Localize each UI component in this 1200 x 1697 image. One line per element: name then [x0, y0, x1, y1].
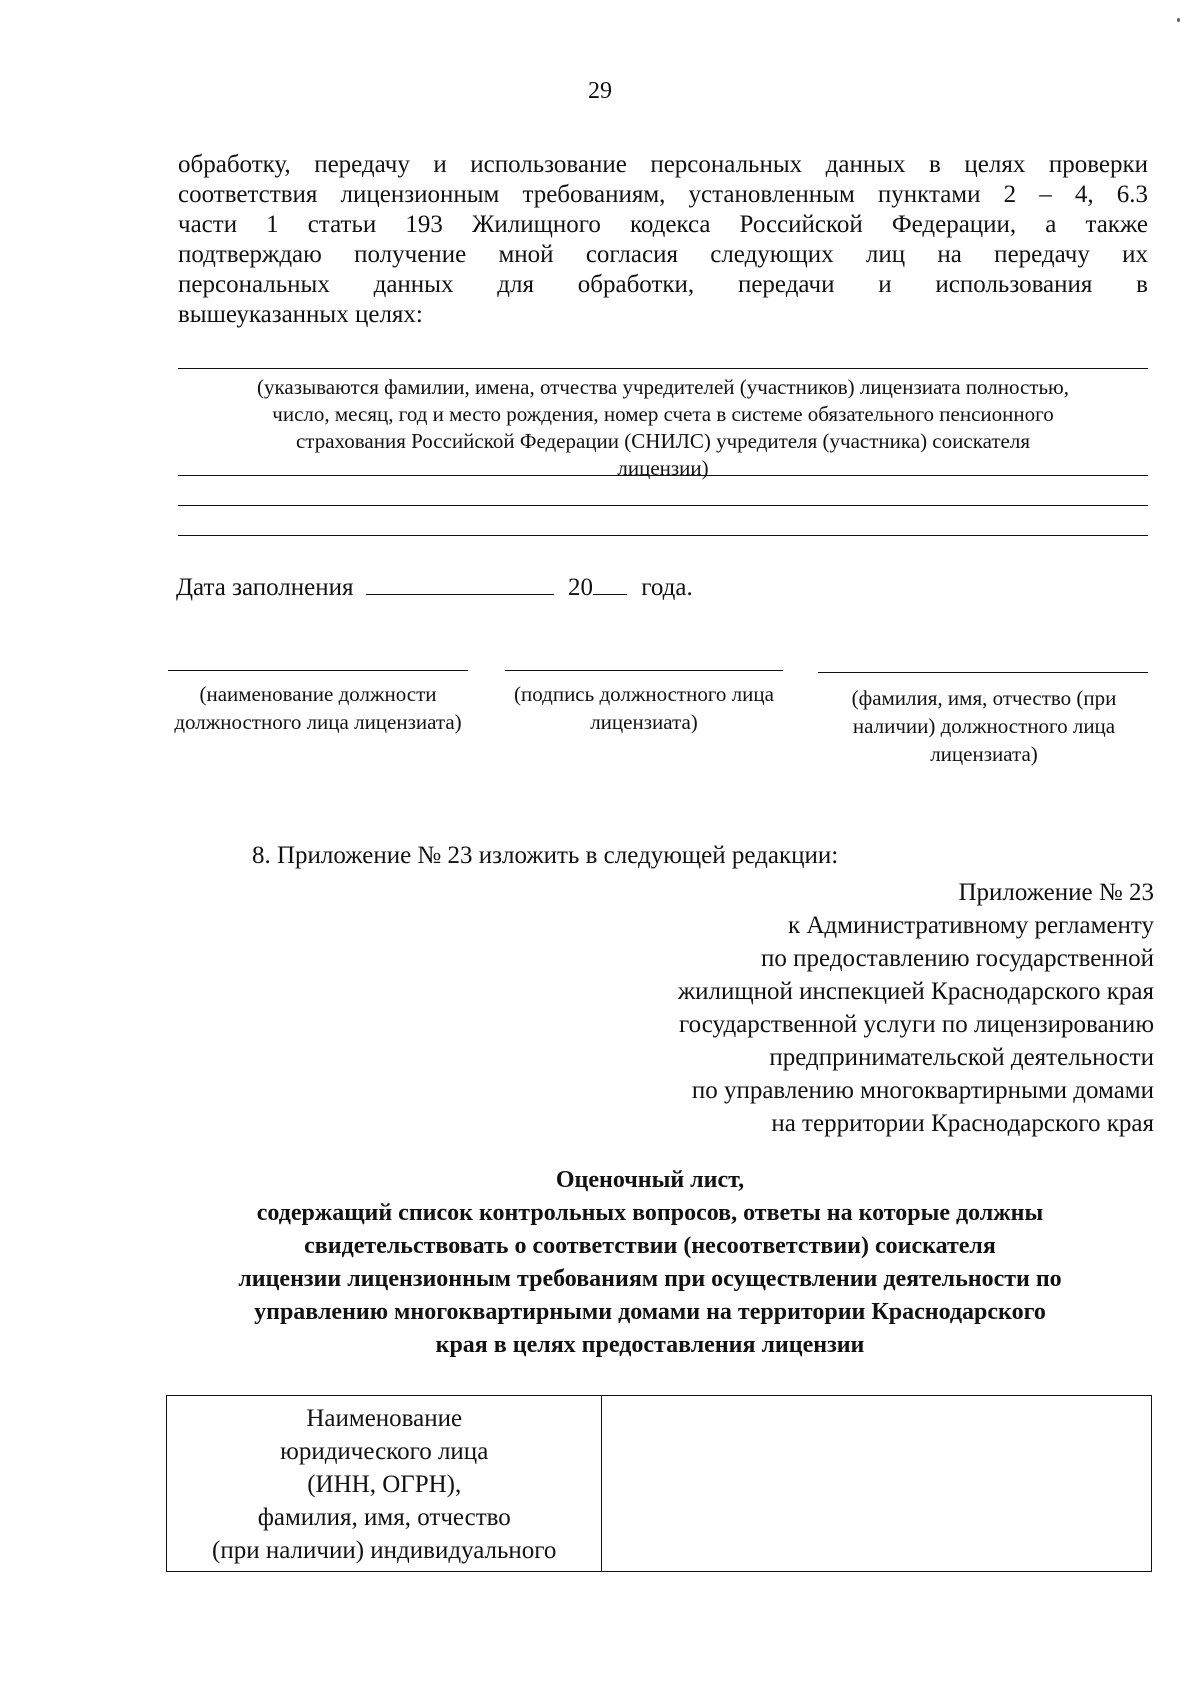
paragraph-line: персональных данных для обработки, передачи и использования в	[178, 271, 1148, 298]
appendix-line: на территории Краснодарского края	[771, 1110, 1154, 1137]
date-century: 20	[567, 574, 593, 601]
signature-caption: (подпись должностного лица лицензиата)	[514, 682, 774, 734]
signature-line[interactable]	[505, 670, 783, 671]
heading-line: свидетельствовать о соответствии (несоответствии) соискателя	[304, 1233, 996, 1259]
appendix-line: государственной услуги по лицензированию	[679, 1011, 1154, 1038]
heading-line: края в целях предоставления лицензии	[435, 1332, 865, 1358]
assessment-heading	[150, 1164, 1150, 1362]
item-8: 8. Приложение № 23 изложить в следующей редакции:	[252, 842, 839, 869]
heading-line: содержащий список контрольных вопросов, ответы на которые должны	[256, 1200, 1044, 1226]
date-day-month-blank[interactable]	[366, 572, 554, 595]
table-label-cell	[167, 1396, 602, 1572]
date-field	[176, 572, 693, 602]
label-line: (ИНН, ОГРН),	[307, 1471, 462, 1498]
appendix-line: по предоставлению государственной	[761, 945, 1154, 972]
appendix-line: предпринимательской деятельности	[769, 1044, 1154, 1071]
table-row	[167, 1396, 1152, 1572]
date-year-blank[interactable]	[593, 572, 627, 595]
identification-table	[166, 1395, 1152, 1572]
appendix-line: к Административному регламенту	[787, 912, 1154, 939]
label-line: (при наличии) индивидуального	[212, 1537, 557, 1564]
name-line[interactable]	[818, 672, 1148, 673]
founders-line	[178, 368, 1148, 369]
scan-speck	[1177, 18, 1180, 22]
paragraph-line: вышеуказанных целях:	[178, 301, 423, 328]
appendix-line: Приложение № 23	[958, 879, 1154, 906]
table-value-cell[interactable]	[602, 1396, 1152, 1572]
caption-line: страхования Российской Федерации (СНИЛС) учредителя (участника) соискателя	[295, 429, 1030, 453]
founders-line	[178, 475, 1148, 476]
paragraph-line: соответствия лицензионным требованиям, установленным пунктами 2 – 4, 6.3	[178, 181, 1148, 208]
caption-line: лицензии)	[617, 456, 709, 480]
position-caption: (наименование должности должностного лица лицензиата)	[174, 682, 462, 734]
appendix-line: по управлению многоквартирными домами	[691, 1077, 1154, 1104]
caption-line: (указываются фамилии, имена, отчества учредителей (участников) лицензиата полностью,	[257, 375, 1069, 399]
paragraph-line: части 1 статьи 193 Жилищного кодекса Российской Федерации, а также	[178, 211, 1148, 238]
heading-line: управлению многоквартирными домами на территории Краснодарского	[254, 1299, 1046, 1325]
name-caption: (фамилия, имя, отчество (при наличии) должностного лица лицензиата)	[851, 686, 1117, 766]
founders-line	[178, 535, 1148, 536]
heading-line: Оценочный лист,	[555, 1167, 745, 1193]
appendix-line: жилищной инспекцией Краснодарского края	[677, 978, 1154, 1005]
label-line: фамилия, имя, отчество	[257, 1504, 511, 1531]
date-suffix: года.	[641, 574, 693, 601]
heading-line: лицензии лицензионным требованиям при осуществлении деятельности по	[238, 1266, 1062, 1292]
label-line: юридического лица	[280, 1438, 489, 1465]
paragraph-line: подтверждаю получение мной согласия следующих лиц на передачу их	[178, 241, 1148, 268]
date-label: Дата заполнения	[176, 574, 354, 601]
label-line: Наименование	[306, 1405, 463, 1432]
paragraph-line: обработку, передачу и использование персональных данных в целях проверки	[178, 151, 1148, 178]
position-line[interactable]	[168, 670, 468, 671]
founders-line	[178, 505, 1148, 506]
appendix-header	[454, 876, 1154, 1140]
caption-line: число, месяц, год и место рождения, номер счета в системе обязательного пенсионного	[272, 402, 1054, 426]
page-number: 29	[588, 78, 612, 104]
